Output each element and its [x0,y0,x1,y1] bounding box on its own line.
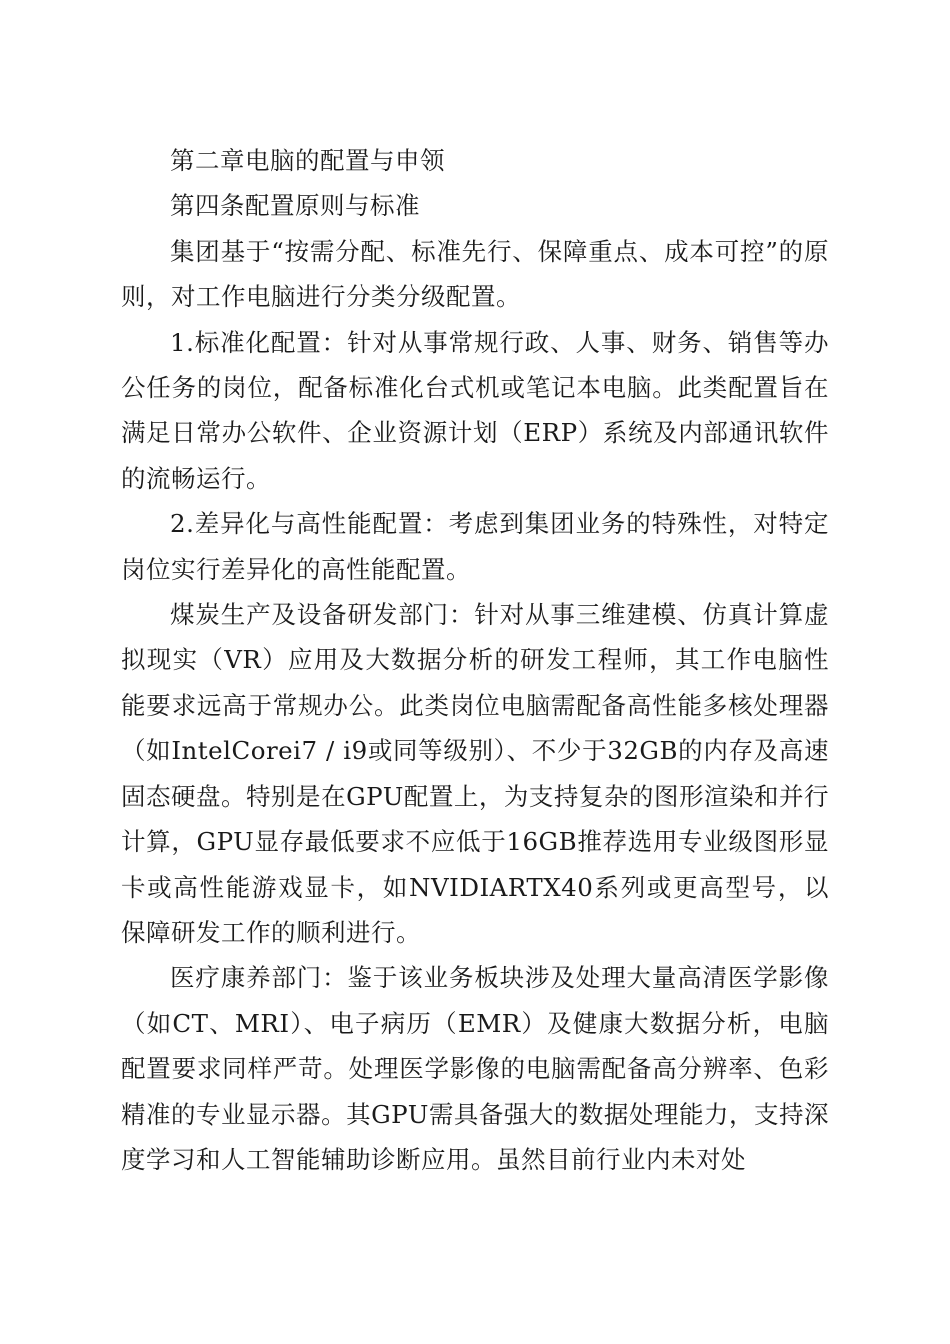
chapter-title: 第二章电脑的配置与申领 [170,146,445,175]
paragraph-standard-config: 1.标准化配置：针对从事常规行政、人事、财务、销售等办公任务的岗位，配备标准化台式机或笔记本电脑。此类配置旨在满足日常办公软件、企业资源计划（ERP）系统及内部通讯软件的流畅运行。 [121,327,829,493]
paragraph-medical-department: 医疗康养部门：鉴于该业务板块涉及处理大量高清医学影像（如CT、MRI）、电子病历（EMR）及健康大数据分析，电脑配置要求同样严苛。处理医学影像的电脑需配备高分辨率、色彩精准的专业显示器。其GPU需具备强大的数据处理能力，支持深度学习和人工智能辅助诊断应用。虽然目前行业内未对处 [121,963,829,1174]
article-title: 第四条配置原则与标准 [170,191,420,221]
paragraph-high-performance-config: 2.差异化与高性能配置：考虑到集团业务的特殊性，对特定岗位实行差异化的高性能配置。 [121,509,829,584]
paragraph-principle: 集团基于“按需分配、标准先行、保障重点、成本可控”的原则，对工作电脑进行分类分级配置。 [121,236,829,312]
document-body [121,138,829,1182]
paragraph-coal-rd-department: 煤炭生产及设备研发部门：针对从事三维建模、仿真计算虚拟现实（VR）应用及大数据分析的研发工程师，其工作电脑性能要求远高于常规办公。此类岗位电脑需配备高性能多核处理器（如IntelCorei7 / i9或同等级别）、不少于32GB的内存及高速固态硬盘。特别是在GPU配置上，为支持复杂的图形渲染和并行计算，GPU显存最低要求不应低于16GB推荐选用专业级图形显卡或高性能游戏显卡，如NVIDIARTX40系列或更高型号，以保障研发工作的顺利进行。 [121,600,829,947]
